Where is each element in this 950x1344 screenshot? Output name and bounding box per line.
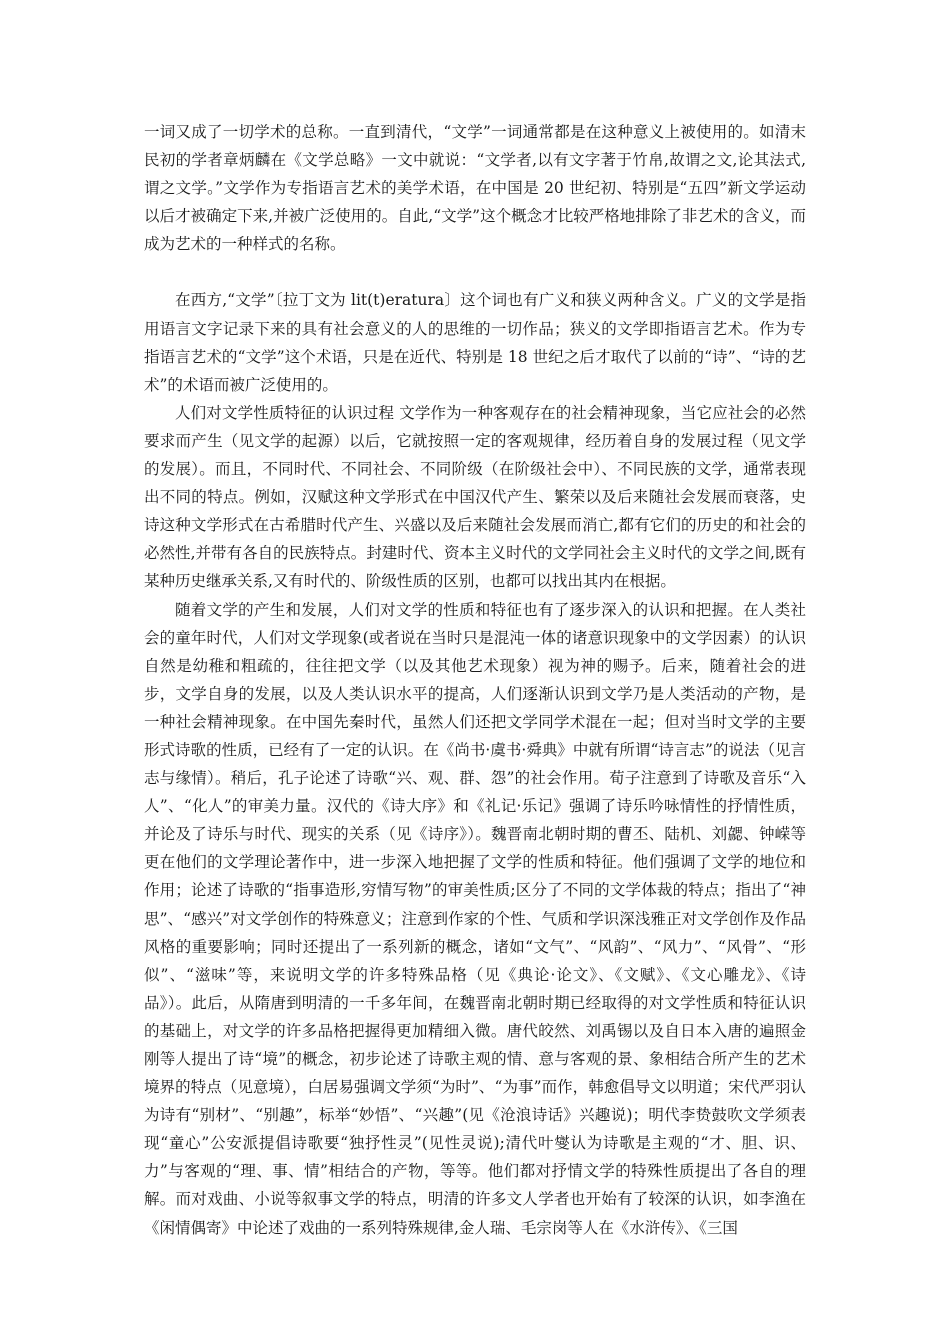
paragraph-west: 在西方,“文学”〔拉丁文为 lit(t)eratura〕这个词也有广义和狭义两种含义。广义的文学是指用语言文字记录下来的具有社会意义的人的思维的一切作品；狭义的文学即指语言艺术。作为专指语言艺术的“文学”这个术语，只是在近代、特别是 18 世纪之后才取代了以前的“诗”、“诗的艺术”的术语而被广泛使用的。 (144, 291, 806, 394)
paragraph-cognition-process: 人们对文学性质特征的认识过程 文学作为一种客观存在的社会精神现象，当它应社会的必然要求而产生（见文学的起源）以后，它就按照一定的客观规律，经历着自身的发展过程（见文学的发展）。而且，不同时代、不同社会、不同阶级（在阶级社会中）、不同民族的文学，通常表现出不同的特点。例如，汉赋这种文学形式在中国汉代产生、繁荣以及后来随社会发展而衰落，史诗这种文学形式在古希腊时代产生、兴盛以及后来随社会发展而消亡,都有它们的历史的和社会的必然性,并带有各自的民族特点。封建时代、资本主义时代的文学同社会主义时代的文学之间,既有某种历史继承关系,又有时代的、阶级性质的区别，也都可以找出其内在根据。 (144, 403, 806, 591)
paragraph-development: 随着文学的产生和发展，人们对文学的性质和特征也有了逐步深入的认识和把握。在人类社会的童年时代，人们对文学现象(或者说在当时只是混沌一体的诸意识现象中的文学因素）的认识自然是幼稚和粗疏的，往往把文学（以及其他艺术现象）视为神的赐予。后来，随着社会的进步，文学自身的发展，以及人类认识水平的提高，人们逐渐认识到文学乃是人类活动的产物，是一种社会精神现象。在中国先秦时代，虽然人们还把文学同学术混在一起；但对当时文学的主要形式诗歌的性质，已经有了一定的认识。在《尚书·虞书·舜典》中就有所谓“诗言志”的说法（见言志与缘情）。稍后，孔子论述了诗歌“兴、观、群、怨”的社会作用。荀子注意到了诗歌及音乐“入人”、“化人”的审美力量。汉代的《诗大序》和《礼记·乐记》强调了诗乐吟咏情性的抒情性质，并论及了诗乐与时代、现实的关系（见《诗序》）。魏晋南北朝时期的曹丕、陆机、刘勰、钟嵘等更在他们的文学理论著作中，进一步深入地把握了文学的性质和特征。他们强调了文学的地位和作用；论述了诗歌的“指事造形,穷情写物”的审美性质;区分了不同的文学体裁的特点；指出了“神思”、“感兴”对文学创作的特殊意义；注意到作家的个性、气质和学识深浅雅正对文学创作及作品风格的重要影响；同时还提出了一系列新的概念，诸如“文气”、“风韵”、“风力”、“风骨”、“形似”、“滋味”等，来说明文学的许多特殊品格（见《典论·论文》、《文赋》、《文心雕龙》、《诗品》）。此后，从隋唐到明清的一千多年间，在魏晋南北朝时期已经取得的对文学性质和特征认识的基础上，对文学的许多品格把握得更加精细入微。唐代皎然、刘禹锡以及自日本入唐的遍照金刚等人提出了诗“境”的概念，初步论述了诗歌主观的情、意与客观的景、象相结合所产生的艺术境界的特点（见意境），白居易强调文学须“为时”、“为事”而作，韩愈倡导文以明道；宋代严羽认为诗有“别材”、“别趣”，标举“妙悟”、“兴趣”(见《沧浪诗话》兴趣说)；明代李贽鼓吹文学须表现“童心”公安派提倡诗歌要“独抒性灵”(见性灵说);清代叶燮认为诗歌是主观的“才、胆、识、力”与客观的“理、事、情”相结合的产物，等等。他们都对抒情文学的特殊性质提出了各自的理解。而对戏曲、小说等叙事文学的特点，明清的许多文人学者也开始有了较深的认识，如李渔在《闲情偶寄》中论述了戏曲的一系列特殊规律,金人瑞、毛宗岗等人在《水浒传》、《三国 (144, 600, 806, 1237)
paragraph-continued: 一词又成了一切学术的总称。一直到清代，“文学”一词通常都是在这种意义上被使用的。如清末民初的学者章炳麟在《文学总略》一文中就说：“文学者,以有文字著于竹帛,故谓之文,论其法式,谓之文学。”文学作为专指语言艺术的美学术语，在中国是 20 世纪初、特别是“五四”新文学运动以后才被确定下来,并被广泛使用的。自此,“文学”这个概念才比较严格地排除了非艺术的含义，而成为艺术的一种样式的名称。 (144, 123, 806, 254)
paragraph-gap (144, 258, 806, 286)
document-page (144, 118, 806, 1242)
